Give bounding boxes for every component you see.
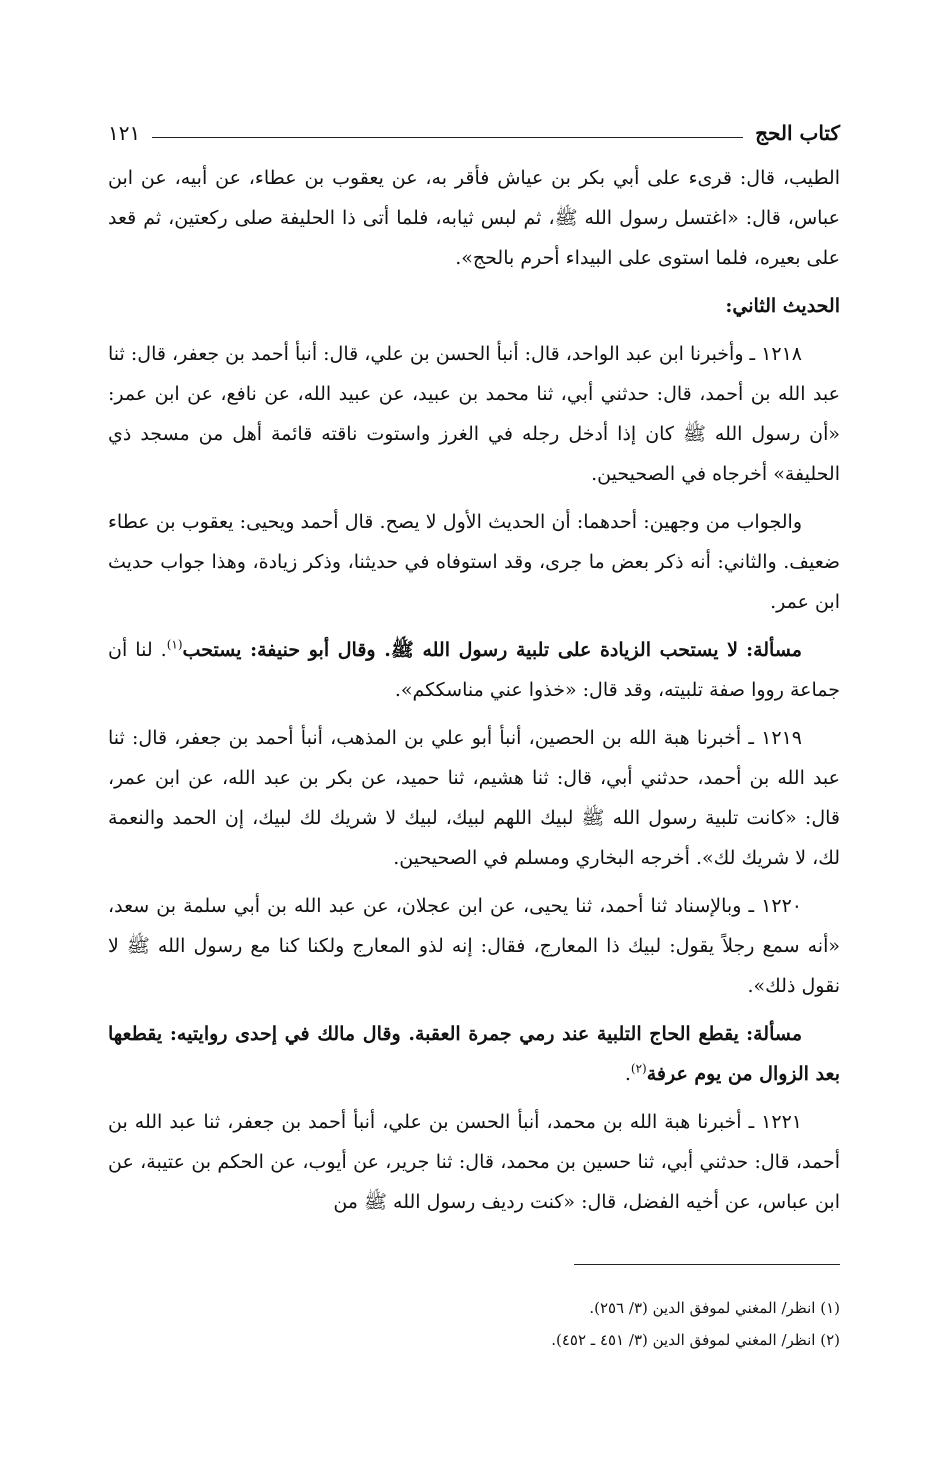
hadith-1219: ١٢١٩ ـ أخبرنا هبة الله بن الحصين، أنبأ أبو علي بن المذهب، أنبأ أحمد بن جعفر، قال: ثنا عبد الله بن أحمد، حدثني أبي، قال: ثنا هشيم، ثنا حميد، عن بكر بن عبد الله، عن ابن عمر، قال: «كانت تلبية رسول الله ﷺ لبيك اللهم لبيك، لبيك لا شريك لك لبيك، إن الحمد والنعمة لك، لا شريك لك». أخرجه البخاري ومسلم في الصحيحين. <box>108 727 840 869</box>
hadith-1218: ١٢١٨ ـ وأخبرنا ابن عبد الواحد، قال: أنبأ الحسن بن علي، قال: أنبأ أحمد بن جعفر، قال: ثنا عبد الله بن أحمد، قال: حدثني أبي، ثنا محمد بن عبيد، عن عبيد الله، عن نافع، عن ابن عمر: «أن رسول الله ﷺ كان إذا أدخل رجله في الغرز واستوت ناقته قائمة أهل من مسجد ذي الحليفة» أخرجاه في الصحيحين. <box>108 343 840 485</box>
masala-2-statement: يقطع الحاج التلبية عند رمي جمرة العقبة. وقال مالك في إحدى روايتيه: يقطعها بعد الزوال من يوم عرفة <box>108 1023 840 1085</box>
footnote-ref-1[interactable]: (١) <box>166 637 183 652</box>
masala-1: مسألة: لا يستحب الزيادة على تلبية رسول الله ﷺ. وقال أبو حنيفة: يستحب$^{(١)}$. لنا أن جماعة رووا صفة تلبيته، وقد قال: «خذوا عني مناسككم». <box>108 637 840 701</box>
footnote-1: (١) انظر/ المغني لموفق الدين (٣/ ٢٥٦). <box>589 1299 840 1317</box>
footnote-2: (٢) انظر/ المغني لموفق الدين (٣/ ٤٥١ ـ ٤٥٢). <box>551 1331 840 1349</box>
hadith-1221: ١٢٢١ ـ أخبرنا هبة الله بن محمد، أنبأ الحسن بن علي، أنبأ أحمد بن جعفر، ثنا عبد الله بن أحمد، قال: حدثني أبي، ثنا حسين بن محمد، قال: ثنا جرير، عن أيوب، عن الحكم بن عتيبة، عن ابن عباس، عن أخيه الفضل، قال: «كنت رديف رسول الله ﷺ من <box>108 1111 840 1213</box>
hadith-1220: ١٢٢٠ ـ وبالإسناد ثنا أحمد، ثنا يحيى، عن ابن عجلان، عن عبد الله بن أبي سلمة بن سعد، «أنه سمع رجلاً يقول: لبيك ذا المعارج، فقال: إنه لذو المعارج ولكنا كنا مع رسول الله ﷺ لا نقول ذلك». <box>108 895 840 997</box>
page-body <box>108 118 840 1230</box>
footnote-ref-2[interactable]: (٢) <box>630 1061 647 1076</box>
footnote-rule <box>574 1264 840 1265</box>
masala-1-statement: لا يستحب الزيادة على تلبية رسول الله ﷺ. وقال أبو حنيفة: يستحب <box>182 639 738 661</box>
section-heading: الحديث الثاني: <box>725 295 840 317</box>
paragraph-1: الطيب، قال: قرىء على أبي بكر بن عياش فأقر به، عن يعقوب بن عطاء، عن أبيه، عن ابن عباس، قال: «اغتسل رسول الله ﷺ، ثم لبس ثيابه، فلما أتى ذا الحليفة صلى ركعتين، ثم قعد على بعيره، فلما استوى على البيداء أحرم بالحج». <box>108 167 840 269</box>
masala-1-argument: لنا أن جماعة رووا صفة تلبيته، وقد قال: «خذوا عني مناسككم». <box>108 639 840 701</box>
header-rule <box>152 137 743 138</box>
footnotes <box>108 1292 840 1356</box>
book-title: كتاب الحج <box>755 121 840 145</box>
masala-2: مسألة: يقطع الحاج التلبية عند رمي جمرة العقبة. وقال مالك في إحدى روايتيه: يقطعها بعد الزوال من يوم عرفة$^{(٢)}$. <box>108 1023 840 1085</box>
page-number: ١٢١ <box>108 121 141 145</box>
page-header <box>108 118 840 148</box>
answer-paragraph: والجواب من وجهين: أحدهما: أن الحديث الأول لا يصح. قال أحمد ويحيى: يعقوب بن عطاء ضعيف. والثاني: أنه ذكر بعض ما جرى، وقد استوفاه في حديثنا، وذكر زيادة، وهذا جواب حديث ابن عمر. <box>108 511 840 613</box>
masala-2-label: مسألة: <box>746 1023 803 1045</box>
masala-1-label: مسألة: <box>746 639 802 661</box>
